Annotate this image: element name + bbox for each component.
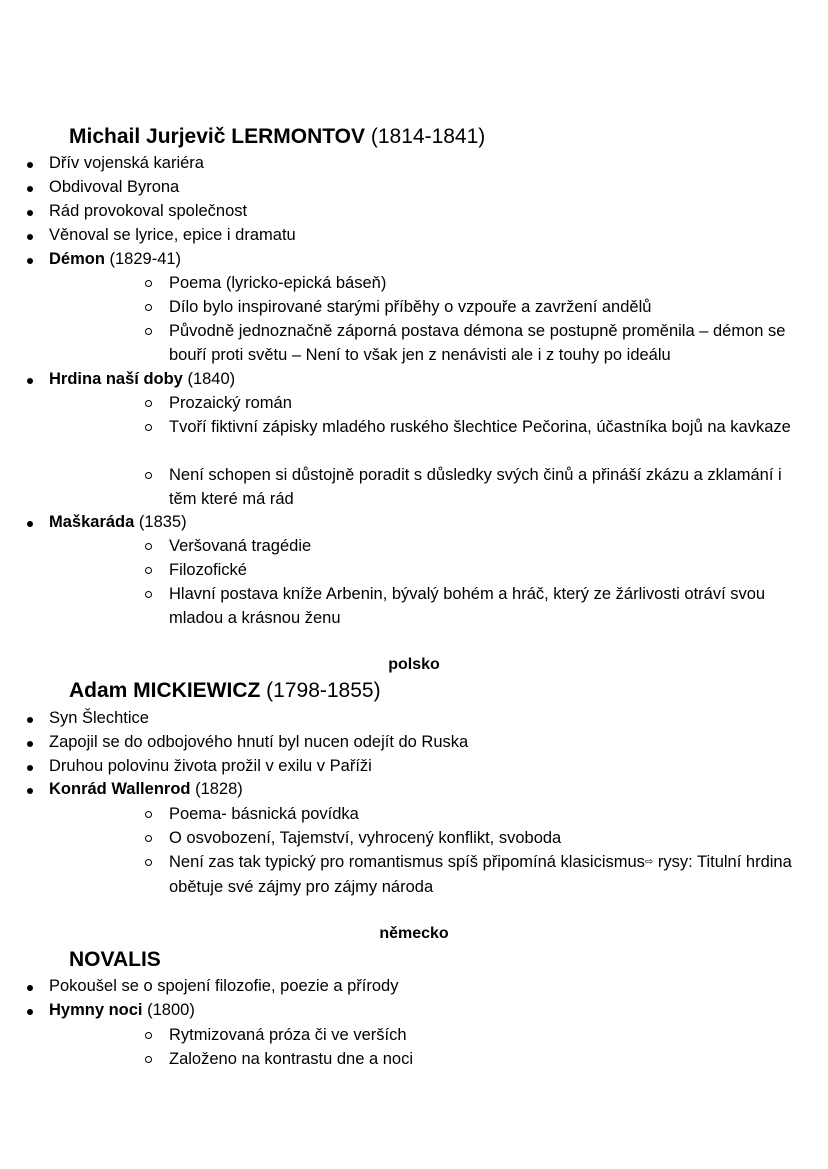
author-name: Adam MICKIEWICZ: [69, 679, 261, 702]
work-title: Maškaráda: [49, 513, 135, 531]
sub-bullet: Prozaický román: [169, 391, 809, 415]
country-heading: německo: [379, 925, 449, 942]
work-item: [49, 250, 181, 269]
bullet-item: Rád provokoval společnost: [49, 202, 248, 220]
work-year: (1829-41): [104, 250, 182, 268]
bullet-item: Syn Šlechtice: [49, 709, 149, 727]
author-heading: [69, 679, 381, 703]
sub-bullet: Původně jednoznačně záporná postava démona se postupně proměnila – démon se bouří proti světu – Není to však jen z nenávisti ale i z touhy po ideálu: [169, 319, 809, 367]
sub-bullet: Filozofické: [169, 558, 809, 582]
bullet-item: Dřív vojenská kariéra: [49, 154, 204, 172]
author-heading: [69, 125, 485, 149]
bullet-item: Pokoušel se o spojení filozofie, poezie a přírody: [49, 977, 399, 995]
work-item: [49, 1001, 195, 1020]
sub-bullet: Dílo bylo inspirované starými příběhy o vzpouře a zavržení andělů: [169, 295, 809, 319]
work-title: Konrád Wallenrod: [49, 780, 191, 798]
work-year: (1835): [134, 513, 187, 531]
sub-bullet: Veršovaná tragédie: [169, 534, 809, 558]
work-title: Démon: [49, 250, 105, 268]
author-years: (1798-1855): [260, 679, 381, 702]
bullet-item: Obdivoval Byrona: [49, 178, 180, 196]
sub-bullet: [169, 850, 809, 899]
sub-bullet: Poema (lyricko-epická báseň): [169, 271, 809, 295]
author-name: Michail Jurjevič LERMONTOV: [69, 125, 366, 148]
work-item: [49, 370, 235, 389]
sub-bullet: O osvobození, Tajemství, vyhrocený konflikt, svoboda: [169, 826, 809, 850]
arrow-right-icon: ⇨: [644, 856, 654, 868]
sub-bullet: Rytmizovaná próza či ve verších: [169, 1023, 809, 1047]
work-year: (1828): [190, 780, 243, 798]
work-item: [49, 513, 187, 532]
sub-bullet: Hlavní postava kníže Arbenin, bývalý bohém a hráč, který ze žárlivosti otráví svou mladou a krásnou ženu: [169, 582, 809, 630]
work-title: Hymny noci: [49, 1001, 143, 1019]
author-years: (1814-1841): [365, 125, 486, 148]
bullet-item: Zapojil se do odbojového hnutí byl nucen odejít do Ruska: [49, 733, 469, 751]
note-text: rysy: Titulní hrdina obětuje své zájmy pro zájmy národa: [169, 853, 792, 896]
work-year: (1840): [182, 370, 236, 388]
work-title: Hrdina naší doby: [49, 370, 183, 388]
bullet-item: Druhou polovinu života prožil v exilu v Paříži: [49, 757, 372, 775]
author-heading: [69, 948, 161, 972]
bullet-item: Věnoval se lyrice, epice i dramatu: [49, 226, 296, 244]
sub-bullet: Poema- básnická povídka: [169, 802, 809, 826]
work-item: [49, 780, 243, 799]
sub-bullet: Tvoří fiktivní zápisky mladého ruského šlechtice Pečorina, účastníka bojů na kavkaze: [169, 415, 809, 439]
sub-bullet: Založeno na kontrastu dne a noci: [169, 1047, 809, 1071]
work-year: (1800): [142, 1001, 195, 1019]
country-heading: polsko: [388, 656, 440, 673]
author-name: NOVALIS: [69, 948, 161, 971]
note-text: Není zas tak typický pro romantismus spíš připomíná klasicismus: [169, 853, 645, 871]
sub-bullet: Není schopen si důstojně poradit s důsledky svých činů a přináší zkázu a zklamání i těm které má rád: [169, 463, 809, 511]
